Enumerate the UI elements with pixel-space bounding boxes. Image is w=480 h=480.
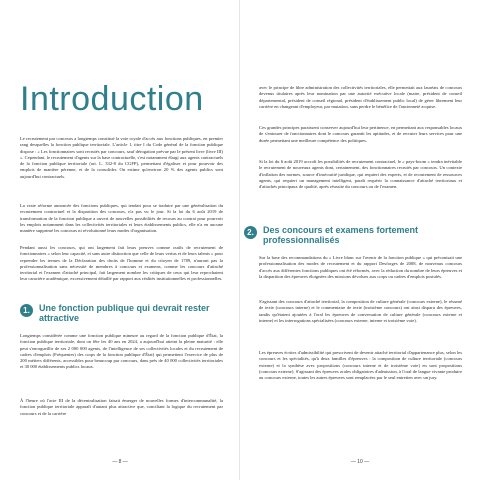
section-heading-2: [244, 225, 464, 245]
section-number-badge: 2.: [244, 226, 257, 239]
section1-paragraph-1: Longtemps considérée comme une fonction publique mineure au regard de la fonction publique d'État, la fonction publique territoriale, dont on fête les 40 ans en 2024, a aujourd'hui atteint la pleine maturité : elle peut s'enorgueillir de ses 2 000 000 agents, de l'intelligence de ses collectivités locales et du recrutement de cadres d'emplois (Fréquentes) des corps de la fonction publique d'État) qui permettent l'exercice de plus de 200 métiers différents, accessibles pour beaucoup par concours, dans près de 40 000 collectivités territoriales et 30 000 établissements publics locaux.: [20, 333, 223, 370]
section2-paragraph-1: Sur la base des recommandations du « Livre blanc sur l'avenir de la fonction publique » qui préconisait une professionnalisation des modes de recrutement et du rapport Desforges de 2008, de nouveaux concours d'accès aux différentes fonctions publiques ont été réformés, avec la réduction du nombre de leurs épreuves et la disparition des épreuves éloignées des missions dévolues aux corps ou cadres d'emplois postulés.: [259, 255, 462, 279]
page-number-left: — 8 —: [112, 459, 128, 465]
section-heading-text: Une fonction publique qui devrait rester attractive: [39, 303, 210, 323]
section-heading-1: [20, 303, 225, 323]
intro-paragraph-1: Le recrutement par concours a longtemps constitué la voie royale d'accès aux fonctions publiques, en premier rang desquelles la fonction publique territoriale. L'article 1, titre I du Code général de la fonction publique dispose : « Les fonctionnaires sont recrutés par concours, sauf dérogation prévue par le présent livre (livre III) ». Cependant, le recrutement d'agents sur la base contractuelle, s'est notamment élargi aux agents contractuels de la fonction publique territoriale (art. L. 332-8 du CGFP), permettant d'égaliser et pour pourvoir des emplois de manière pérenne, et de la consolider. On estime qu'environ 20 % des agents publics sont aujourd'hui contractuels.: [20, 136, 223, 179]
intro-paragraph-3: Pendant aussi les concours, qui ont largement fait leurs preuves comme outils de recrutement de fonctionnaires « selon leur capacité, et sans autre distinction que celle de leurs vertus et de leurs talents » pour reprendre les termes de la Déclaration des droits de l'homme et du citoyen de 1789, n'auront pas la professionnalisation sans nécessité de membres à concours et examens, comme les concours d'attaché territorial et l'examen d'attaché principal, fait largement nombre les critiques de ceux qui leur reprochaient leur caractère académique, excessivement détaillé par rapport aux réalités institutionnelles et professionnelles.: [20, 245, 223, 282]
right-paragraph-1: avec le principe de libre administration des collectivités territoriales, elle permettait aux lauréats de concours devenus titulaires après leur nomination par une autorité exécutive locale (maire, président de conseil départemental, président de conseil régional, président d'établissement public local) de gérer librement leur carrière en changeant d'employeur, par mutation, sans perdre le bénéfice de l'ancienneté acquise.: [259, 85, 462, 109]
chapter-title: Introduction: [20, 80, 204, 118]
right-paragraph-2: Ces grandes principes paraissent conserver aujourd'hui leur pertinence, en permettant aux responsables locaux de s'entourer de fonctionnaires dont le concours garantit les aptitudes, et de recruter leurs services pour une durée permettant une meilleure compétence des politiques.: [259, 125, 462, 143]
right-paragraph-3: Si la loi du 6 août 2019 accroît les possibilités de recrutement contractuel, le « pays-boom » tendra inévitable le recrutement de nouveaux agents dont, certainement, des fonctionnaires recrutés par concours. Un contexte d'inflation des normes, source d'insécurité juridique, qui requiert des experts, et de recrutement de ressources agents, qui requiert un management intelligent, paraît requérir la connaissance d'attaché territoriaux et d'attachés principaux de qualité, après réussite du concours ou de l'examen.: [259, 159, 462, 190]
section2-paragraph-2: S'agissant des concours d'attaché territorial, la composition de culture générale (concours externe), le résumé de texte (concours interne) et le commentaire de texte (troisième concours) ont ainsi disparu des épreuves, tandis qu'étaient ajoutées à l'oral les épreuves de conversation de culture générale (concours externe et interne) et les interrogations spécialisées (concours externe, interne et troisième voie).: [259, 299, 462, 323]
section2-paragraph-3: Les épreuves écrites d'admissibilité qui prescrivent de devenir attaché territorial d'appartenance plus, selon les concours et les spécialités, qu'à deux familles d'épreuves : la composition de culture territoriale (concours externe) et la synthèse avec propositions (concours interne et de troisième voie) en sont propositions (concours externe). S'agissant des épreuves orales obligatoires d'admission, à l'oral de langue vivante produire au concours externe, toutes les autres épreuves sont remplacées par le seul entretien avec un jury.: [259, 350, 462, 381]
section1-paragraph-2: À l'heure où l'acte III de la décentralisation faisait émerger de nouvelles formes d'intercommunalité, la fonction publique territoriale apparaît d'autant plus attractive que, conciliant la logique du recrutement par concours et de la carrière: [20, 398, 223, 416]
section-heading-text: Des concours et examens fortement professionnalisés: [263, 225, 419, 245]
section-number-badge: 1.: [20, 304, 33, 317]
right-page: [240, 0, 480, 480]
intro-paragraph-2: La vraie réforme annoncée des fonctions publiques, qui tendait pour se traduire par une généralisation du recrutement contractuel et la disparition des concours, n'a pas vu le jour. Si la loi du 6 août 2019 de transformation de la fonction publique a ouvert de nouvelles possibilités de recours au contrat pour pourvoir les emplois notamment dans les collectivités territoriales et leurs établissements publics, elle n'a en aucune manière supprimé les concours ni révolutionné leurs modes d'organisation.: [20, 203, 223, 234]
page-number-right: — 10 —: [350, 459, 370, 465]
